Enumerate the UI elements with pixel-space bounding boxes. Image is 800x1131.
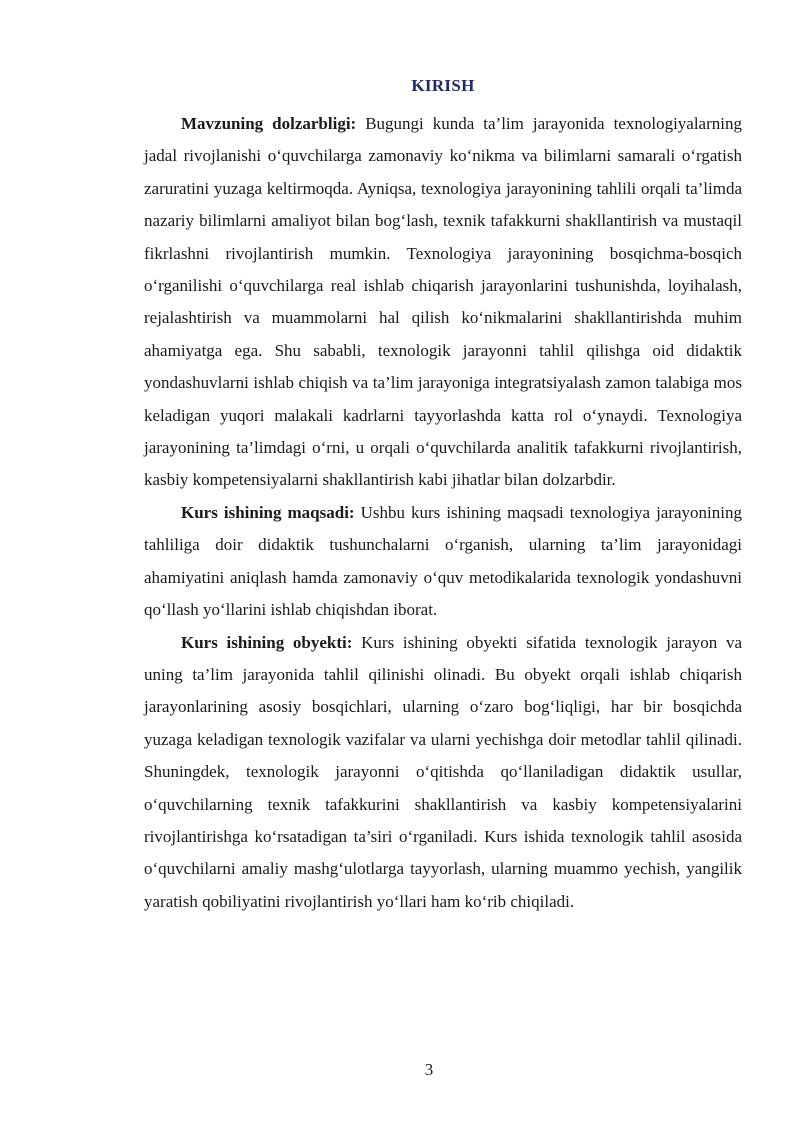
paragraph-goal [144,497,742,627]
document-page [144,70,742,918]
paragraph-text: Kurs ishining obyekti sifatida texnologik jarayon va uning ta’lim jarayonida tahlil qilinishi olinadi. Bu obyekt orqali ishlab chiqarish jarayonlarining asosiy bosqichlari, ularning o‘zaro bog‘liqligi, har bir bosqichda yuzaga keladigan texnologik vazifalar va ularni yechishga doir metodlar tahlil qilinadi. Shuningdek, texnologik jarayonni o‘qitishda qo‘llaniladigan didaktik usullar, o‘quvchilarning texnik tafakkurini shakllantirish va kasbiy kompetensiyalarini rivojlantirishga ko‘rsatadigan ta’siri o‘rganiladi. Kurs ishida texnologik tahlil asosida o‘quvchilarni amaliy mashg‘ulotlarga tayyorlash, ularning muammo yechish, yangilik yaratish qobiliyatini rivojlantirish yo‘llari ham ko‘rib chiqiladi. [144,632,742,911]
paragraph-text: Bugungi kunda ta’lim jarayonida texnologiyalarning jadal rivojlanishi o‘quvchilarga zamonaviy ko‘nikma va bilimlarni samarali o‘rgatish zaruratini yuzaga keltirmoqda. Ayniqsa, texnologiya jarayonining tahlili orqali ta’limda nazariy bilimlarni amaliyot bilan bog‘lash, texnik tafakkurni shakllantirish va mustaqil fikrlashni rivojlantirish mumkin. Texnologiya jarayonining bosqichma-bosqich o‘rganilishi o‘quvchilarga real ishlab chiqarish jarayonlarini tushunishda, loyihalash, rejalashtirish va muammolarni hal qilish ko‘nikmalarini shakllantirishda muhim ahamiyatga ega. Shu sababli, texnologik jarayonni tahlil qilishga oid didaktik yondashuvlarni ishlab chiqish va ta’lim jarayoniga integratsiyalash zamon talabiga mos keladigan yuqori malakali kadrlarni tayyorlashda katta rol o‘ynaydi. Texnologiya jarayonining ta’limdagi o‘rni, u orqali o‘quvchilarda analitik tafakkurni rivojlantirish, kasbiy kompetensiyalarni shakllantirish kabi jihatlar bilan dolzarbdir. [144,114,742,490]
paragraph-relevance [144,108,742,497]
paragraph-heading: Kurs ishining obyekti: [181,632,353,652]
paragraph-heading: Kurs ishining maqsadi: [181,502,355,522]
page-title: KIRISH [411,76,475,95]
page-number: 3 [424,1060,434,1079]
paragraph-object [144,627,742,919]
paragraph-text: Ushbu kurs ishining maqsadi texnologiya jarayonining tahliliga doir didaktik tushunchalarni o‘rganish, ularning ta’lim jarayonidagi ahamiyatini aniqlash hamda zamonaviy o‘quv metodikalarida texnologik yondashuvni qo‘llash yo‘llarini ishlab chiqishdan iborat. [144,502,742,620]
paragraph-heading: Mavzuning dolzarbligi: [181,114,357,133]
